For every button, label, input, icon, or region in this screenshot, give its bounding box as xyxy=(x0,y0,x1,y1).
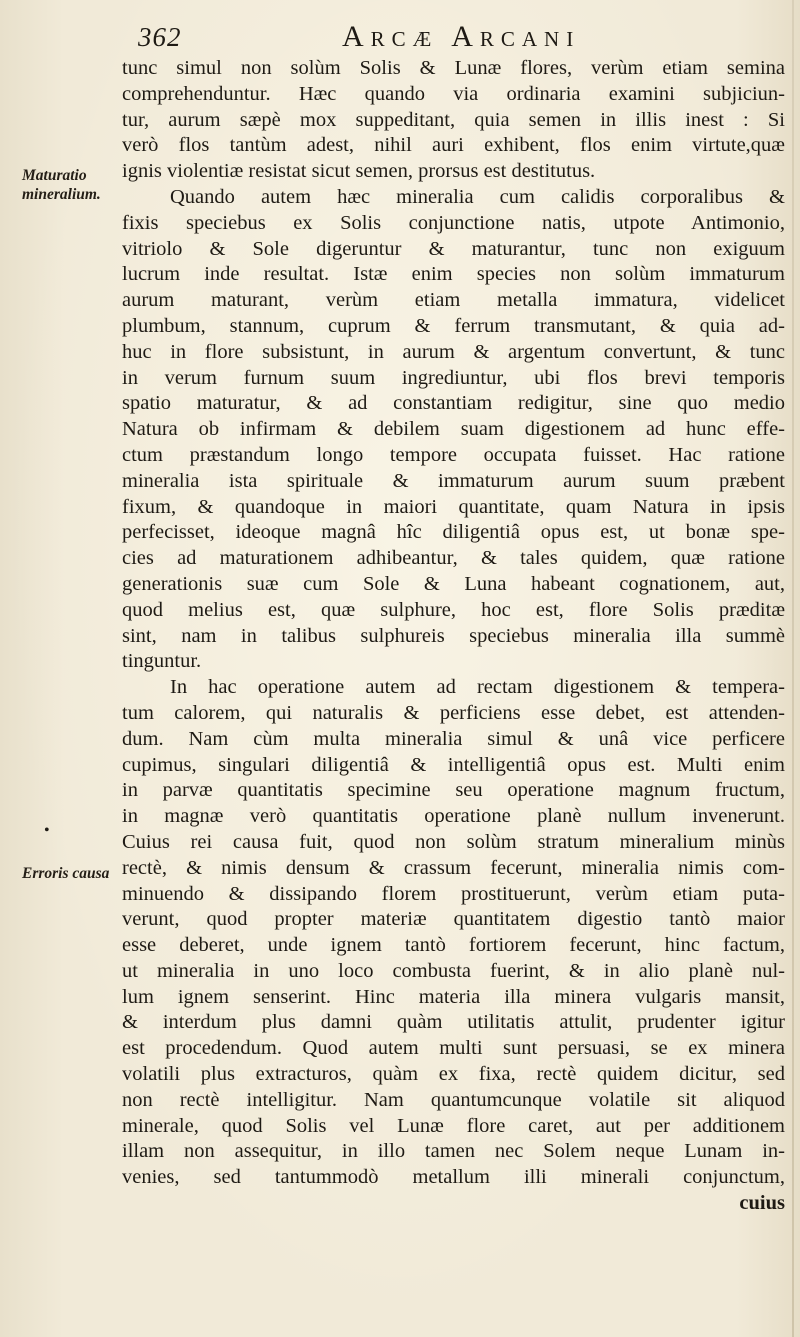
text-line: aurum maturant, verùm etiam metalla immatura, videlicet xyxy=(122,289,785,312)
text-line: verò flos tantùm adest, nihil auri exhibent, flos enim virtute,quæ xyxy=(122,134,785,157)
text-line: plumbum, stannum, cuprum & ferrum transmutant, & quia ad- xyxy=(122,314,785,337)
margin-mark: • xyxy=(44,822,50,839)
text-line: verunt, quod propter materiæ quantitatem digestio tantò maior xyxy=(122,908,785,931)
text-line: spatio maturatur, & ad constantiam redigitur, sine quo medio xyxy=(122,392,785,415)
text-line: esse deberet, unde ignem tantò fortiorem fecerunt, hinc factum, xyxy=(122,934,785,957)
text-line: rectè, & nimis densum & crassum fecerunt, mineralia nimis com- xyxy=(122,856,785,879)
page-edge xyxy=(792,0,794,1337)
text-line: Natura ob infirmam & debilem suam digestionem ad hunc effe- xyxy=(122,418,785,441)
text-line: dum. Nam cùm multa mineralia simul & unâ vice perficere xyxy=(122,727,785,750)
page-number: 362 xyxy=(138,22,182,52)
text-line: fixum, & quandoque in maiori quantitate, quam Natura in ipsis xyxy=(122,495,785,518)
text-line: lucrum inde resultat. Istæ enim species non solùm immaturum xyxy=(122,263,785,286)
margin-note-line: Maturatio xyxy=(22,167,87,184)
text-line: cies ad maturationem adhibeantur, & tales quidem, quæ ratione xyxy=(122,547,785,570)
text-line: in magnæ verò quantitatis operatione planè nullum invenerunt. xyxy=(122,805,785,828)
text-line: minuendo & dissipando florem prostituerunt, verùm etiam puta- xyxy=(122,882,785,905)
margin-note-line: mineralium. xyxy=(22,186,101,203)
text-line: minerale, quod Solis vel Lunæ flore caret, aut per additionem xyxy=(122,1114,785,1137)
text-line: venies, sed tantummodò metallum illi minerali conjunctum, xyxy=(122,1166,785,1189)
text-line: Quando autem hæc mineralia cum calidis corporalibus & xyxy=(170,185,785,208)
text-line: cupimus, singulari diligentiâ & intelligentiâ opus est. Multi enim xyxy=(122,753,785,776)
text-line: in parvæ quantitatis specimine seu operatione magnum fructum, xyxy=(122,779,785,802)
text-line: volatili plus extracturos, quàm ex fixa, rectè quidem dicitur, sed xyxy=(122,1063,785,1086)
margin-note-erroris: Erroris causa xyxy=(22,865,110,882)
text-line: in verum furnum suum ingrediuntur, ubi flos brevi temporis xyxy=(122,366,785,389)
catchword: cuius xyxy=(739,1192,785,1215)
text-line: illam non assequitur, in illo tamen nec Solem neque Lunam in- xyxy=(122,1140,785,1163)
text-line: In hac operatione autem ad rectam digestionem & tempera- xyxy=(170,676,785,699)
text-line: comprehenduntur. Hæc quando via ordinaria examini subjiciun- xyxy=(122,82,785,105)
text-line: lum ignem senserint. Hinc materia illa minera vulgaris mansit, xyxy=(122,985,785,1008)
text-line: Cuius rei causa fuit, quod non solùm stratum mineralium minùs xyxy=(122,830,785,853)
text-line: vitriolo & Sole digeruntur & maturantur, tunc non exiguum xyxy=(122,237,785,260)
text-line: ignis violentiæ resistat sicut semen, prorsus est destitutus. xyxy=(122,160,596,183)
margin-note-maturatio xyxy=(22,166,101,204)
text-line: & interdum plus damni quàm utilitatis attulit, prudenter igitur xyxy=(122,1011,785,1034)
text-line: sint, nam in talibus sulphureis speciebus mineralia illa summè xyxy=(122,624,785,647)
text-line: generationis suæ cum Sole & Luna habeant cognationem, aut, xyxy=(122,572,785,595)
text-line: tum calorem, qui naturalis & perficiens esse debet, est attenden- xyxy=(122,701,785,724)
text-line: tunc simul non solùm Solis & Lunæ flores, verùm etiam semina xyxy=(122,57,785,79)
text-line: perfecisset, ideoque magnâ hîc diligentiâ opus est, ut bonæ spe- xyxy=(122,521,785,544)
running-title: Arcæ Arcani xyxy=(342,20,581,53)
text-line: mineralia ista spirituale & immaturum aurum suum præbent xyxy=(122,469,785,492)
body-text xyxy=(122,56,785,1217)
page-header xyxy=(0,20,800,60)
text-line: non rectè intelligitur. Nam quantumcunque volatile sit aliquod xyxy=(122,1088,785,1111)
text-line: tur, aurum sæpè mox suppeditant, quia semen in illis inest : Si xyxy=(122,108,785,131)
text-line: ctum præstandum longo tempore occupata fuisset. Hac ratione xyxy=(122,443,785,466)
text-line: est procedendum. Quod autem multi sunt persuasi, se ex minera xyxy=(122,1037,785,1060)
text-line: quod melius est, quæ sulphure, hoc est, flore Solis præditæ xyxy=(122,598,785,621)
text-line: fixis speciebus ex Solis conjunctione natis, utpote Antimonio, xyxy=(122,211,785,234)
text-line: ut mineralia in uno loco combusta fuerint, & in alio planè nul- xyxy=(122,959,785,982)
text-line: tinguntur. xyxy=(122,650,202,673)
text-line: huc in flore subsistunt, in aurum & argentum convertunt, & tunc xyxy=(122,340,785,363)
